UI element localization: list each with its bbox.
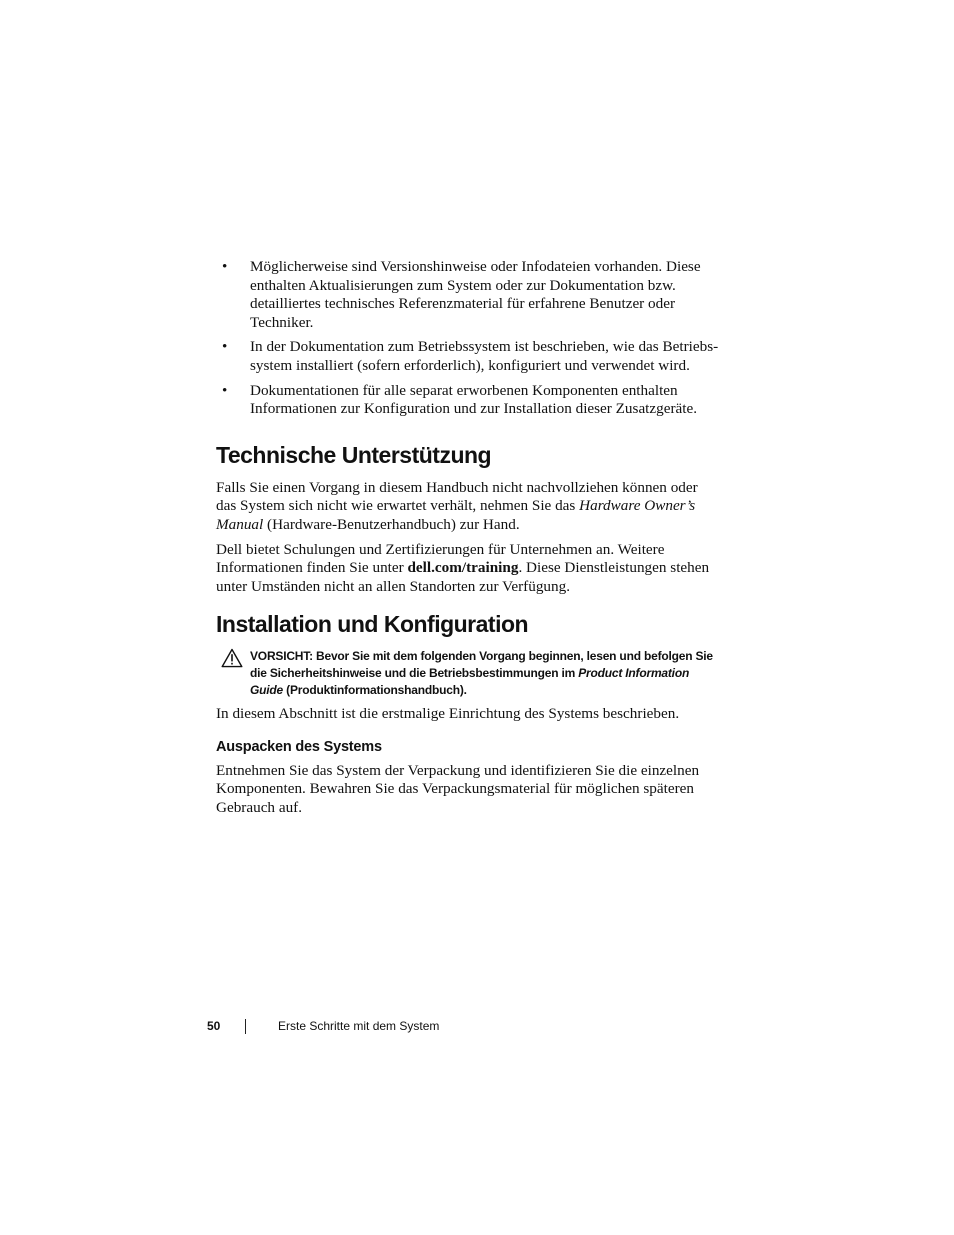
bullet-dot: • (222, 381, 228, 399)
caution-label: VORSICHT: (250, 649, 313, 664)
training-link[interactable]: dell.com/training (407, 559, 519, 577)
support-p1-tail: (Hardware-Benutzerhandbuch) zur Hand. (263, 515, 520, 533)
support-paragraph-1 (216, 479, 721, 535)
product-information-guide-title: Product Information Guide (250, 665, 690, 697)
support-p2-text: Dell bietet Schulungen und Zertifizierungen für Unternehmen an. Weitere Informationen finden Sie unter (216, 540, 665, 577)
bullet-item (216, 258, 721, 332)
footer-divider (245, 1019, 246, 1034)
support-p2-tail: . Diese Dienstleistungen stehen unter Umständen nicht an allen Standorten zur Verfügung. (216, 559, 710, 595)
bullet-text: Dokumentationen für alle separat erworbenen Komponenten enthalten Informationen zur Konfiguration und zur Installation dieser Zusatzgeräte. (250, 381, 698, 418)
unpack-heading: Auspacken des Systems (216, 738, 382, 755)
unpack-paragraph: Entnehmen Sie das System der Verpackung und identifizieren Sie die einzelnen Komponenten. Bewahren Sie das Verpackungsmaterial für möglichen späteren Gebrauch auf. (216, 761, 700, 816)
bullet-text: In der Dokumentation zum Betriebssystem ist beschrieben, wie das Betriebs-system installiert (sofern erforderlich), konfiguriert und verwendet wird. (250, 338, 719, 374)
bullet-text: Möglicherweise sind Versionshinweise oder Infodateien vorhanden. Diese enthalten Aktualisierungen zum System oder zur Dokumentation bzw. detailliertes technisches Referenzmaterial für erfahrene Benutzer oder Techniker. (250, 258, 701, 331)
install-heading: Installation und Konfiguration (216, 611, 529, 638)
caution-tail: (Produktinformationshandbuch). (283, 682, 467, 697)
page-number: 50 (207, 1019, 221, 1033)
page-content (216, 258, 721, 817)
info-bullet-list (216, 258, 721, 419)
support-paragraph-2 (216, 541, 721, 597)
hardware-owners-manual-title: Hardware Owner’s Manual (216, 497, 696, 533)
install-intro: In diesem Abschnitt ist die erstmalige Einrichtung des Systems beschrieben. (216, 705, 680, 723)
chapter-title: Erste Schritte mit dem System (278, 1019, 440, 1033)
bullet-dot: • (222, 258, 228, 275)
support-p1-text: Falls Sie einen Vorgang in diesem Handbuch nicht nachvollziehen können oder das System sich nicht wie erwartet verhält, nehmen Sie das (216, 478, 698, 515)
caution-notice (216, 648, 721, 698)
caution-body: Bevor Sie mit dem folgenden Vorgang beginnen, lesen und befolgen Sie die Sicherheitshinweise und die Betriebsbestimmungen im (250, 649, 713, 680)
bullet-item (216, 382, 721, 419)
support-heading: Technische Unterstützung (216, 441, 492, 468)
bullet-dot: • (222, 338, 228, 356)
warning-triangle-icon (221, 648, 243, 668)
bullet-item (216, 338, 721, 375)
caution-text (250, 648, 721, 698)
